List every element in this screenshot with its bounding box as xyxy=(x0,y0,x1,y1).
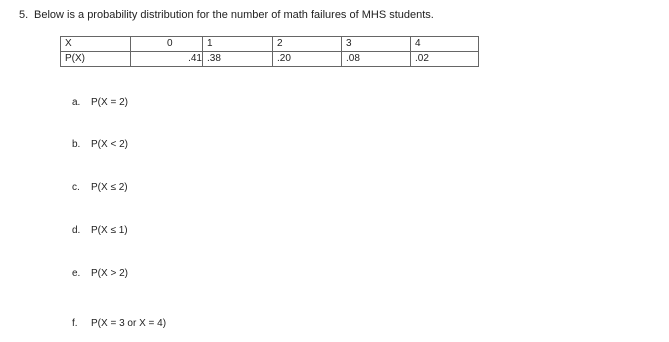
part-expression: P(X ≤ 1) xyxy=(91,225,128,236)
part-e xyxy=(72,268,128,279)
part-a xyxy=(72,97,128,108)
part-c xyxy=(72,182,128,193)
part-letter: c. xyxy=(72,182,80,193)
part-expression: P(X ≤ 2) xyxy=(91,182,128,193)
table-cell-x-0: 0 xyxy=(131,37,203,52)
part-f xyxy=(72,318,166,329)
table-cell-p-2: .20 xyxy=(273,52,342,67)
part-letter: d. xyxy=(72,225,81,236)
part-d xyxy=(72,225,128,236)
table-cell-p-3: .08 xyxy=(342,52,411,67)
table-cell-p-0: .41 xyxy=(131,52,203,67)
table-cell-x-2: 2 xyxy=(273,37,342,52)
part-b xyxy=(72,139,128,150)
table-cell-p-4: .02 xyxy=(411,52,479,67)
part-expression: P(X > 2) xyxy=(91,268,128,279)
part-letter: a. xyxy=(72,97,81,108)
table-cell-p-label: P(X) xyxy=(61,52,131,67)
question-5 xyxy=(19,9,434,21)
part-expression: P(X < 2) xyxy=(91,139,128,150)
table-row-p xyxy=(61,52,479,67)
part-letter: e. xyxy=(72,268,81,279)
question-number: 5. xyxy=(19,9,29,21)
part-expression: P(X = 3 or X = 4) xyxy=(91,318,167,329)
table-row-x xyxy=(61,37,479,52)
table-cell-p-1: .38 xyxy=(203,52,273,67)
table-cell-x-4: 4 xyxy=(411,37,479,52)
table-cell-x-3: 3 xyxy=(342,37,411,52)
question-text: Below is a probability distribution for the number of math failures of MHS students. xyxy=(34,9,434,21)
probability-distribution-table xyxy=(60,36,479,67)
table-cell-x-1: 1 xyxy=(203,37,273,52)
part-letter: f. xyxy=(72,318,78,329)
part-letter: b. xyxy=(72,139,81,150)
part-expression: P(X = 2) xyxy=(91,97,128,108)
table-cell-x-label: X xyxy=(61,37,131,52)
